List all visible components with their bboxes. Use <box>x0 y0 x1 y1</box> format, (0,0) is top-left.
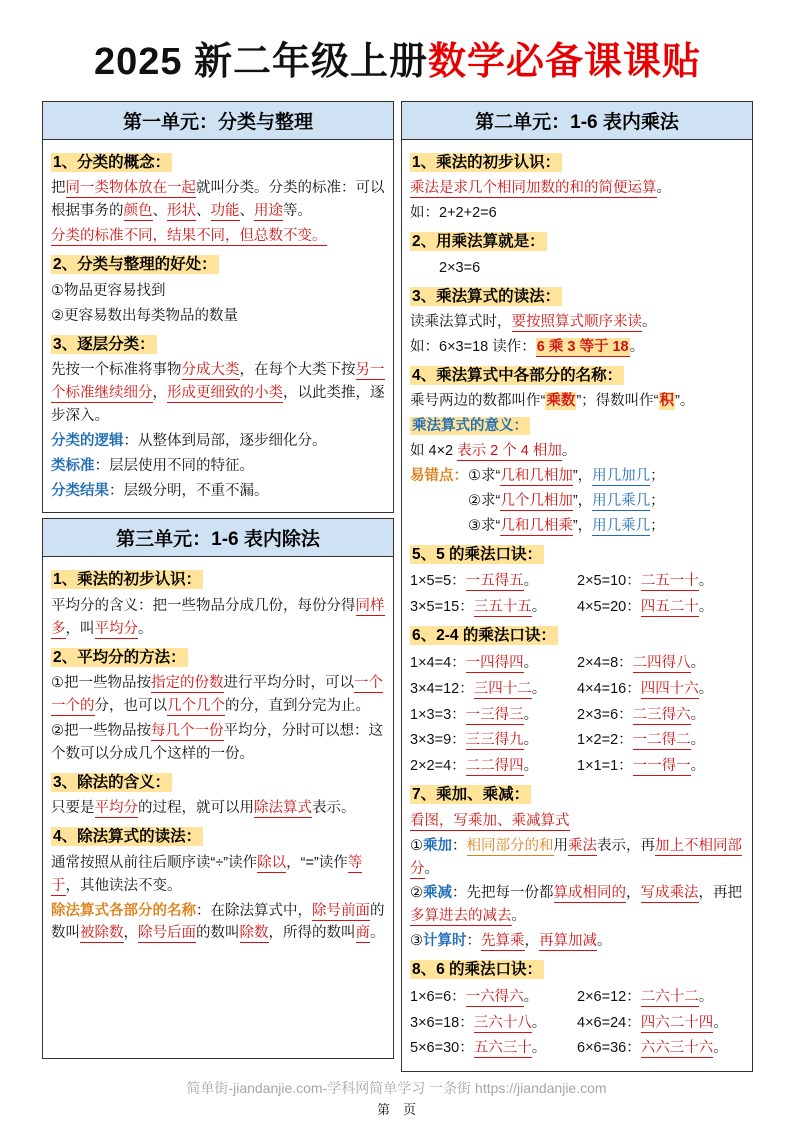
text-segment: 二五一十 <box>640 573 699 590</box>
text-segment: 用几乘几 <box>592 493 651 510</box>
paragraph <box>410 177 744 200</box>
text-segment: 一个一个的 <box>51 675 383 715</box>
paragraph <box>51 480 385 503</box>
section-heading <box>51 646 385 670</box>
text-segment: 分类的逻辑 <box>51 432 124 449</box>
paragraph <box>51 900 385 946</box>
text-segment: ② <box>410 885 423 902</box>
paragraph <box>410 515 744 538</box>
text-segment: ：先把每一份都 <box>452 885 554 902</box>
text-segment: ③ <box>410 933 423 950</box>
text-segment: ”， <box>572 493 593 510</box>
text-segment: 1×5=5： <box>410 573 466 590</box>
formula-row <box>410 652 744 675</box>
text-segment: 乘数 <box>546 393 576 410</box>
paragraph <box>51 852 385 898</box>
section-heading <box>410 151 744 175</box>
text-segment: 。 <box>713 1040 728 1057</box>
heading-text: 2、用乘法算就是： <box>412 233 545 251</box>
text-segment: 易错点： <box>410 468 468 485</box>
section-heading <box>410 364 744 388</box>
text-segment: 先按一个标准将事物 <box>51 361 182 378</box>
heading-text: 7、乘加、乘减： <box>412 786 530 804</box>
text-segment: ， <box>152 384 167 401</box>
heading-text: 3、乘法算式的读法： <box>412 287 561 305</box>
text-segment: 六六三十六 <box>640 1040 714 1057</box>
text-segment: ； <box>650 518 665 534</box>
text-segment: 。 <box>523 732 539 749</box>
text-segment: 平均分的含义：把一些物品分成几份，每份分得 <box>51 597 356 614</box>
unit-body <box>43 557 393 955</box>
text-segment: 6 乘 3 等于 18 <box>536 339 629 356</box>
text-segment: 的分，直到分完为止。 <box>225 698 370 715</box>
text-segment: 。 <box>690 654 706 671</box>
text-segment: 同样多 <box>51 597 385 637</box>
text-segment: 如：2+2+2=6 <box>410 205 497 222</box>
formula-cell <box>577 678 744 701</box>
page-title <box>42 30 753 85</box>
text-segment: 二三得六 <box>632 706 691 723</box>
text-segment: 指定的份数 <box>151 675 224 692</box>
text-segment: 只要是 <box>51 800 95 817</box>
text-segment: 平均分，分时可以想：这个数可以分成几个这样的一份。 <box>51 723 383 762</box>
text-segment: ：层层使用不同的特征。 <box>94 457 254 474</box>
text-segment: 如 4×2 <box>410 443 458 460</box>
text-segment: 2×6=12： <box>577 988 641 1005</box>
paragraph <box>51 280 385 303</box>
section-heading <box>51 568 385 592</box>
formula-row <box>410 678 744 701</box>
formula-cell <box>410 570 577 593</box>
section-heading <box>410 624 744 648</box>
text-segment: 。 <box>523 654 539 671</box>
page-footer <box>0 1078 793 1118</box>
text-segment: 读乘法算式时， <box>410 314 512 331</box>
text-segment: 一五得五 <box>465 573 524 590</box>
text-segment: 2×5=10： <box>577 573 641 590</box>
text-segment: ； <box>650 468 665 485</box>
text-segment: 分，也可以 <box>94 698 167 715</box>
formula-row <box>410 1037 744 1060</box>
text-segment: 一三得三 <box>465 706 524 723</box>
text-segment: 1×2=2： <box>577 732 633 749</box>
formula-cell <box>577 986 744 1009</box>
text-segment: 。 <box>561 443 577 460</box>
paragraph <box>410 440 744 463</box>
text-segment: 除以 <box>257 854 287 871</box>
text-segment: 写成乘法 <box>640 885 699 902</box>
text-segment: 。 <box>698 599 714 616</box>
heading-text: 4、乘法算式中各部分的名称： <box>412 366 623 384</box>
heading-text: 3、逐层分类： <box>53 335 155 353</box>
paragraph <box>51 797 385 820</box>
text-segment: 2×4=8： <box>577 654 633 671</box>
heading-text: 2、平均分的方法： <box>53 648 186 666</box>
text-segment: 的数叫 <box>51 902 385 942</box>
text-segment: 。 <box>698 988 714 1005</box>
paragraph <box>410 257 744 280</box>
text-segment: 。 <box>523 758 539 775</box>
text-segment: 相同部分的和 <box>466 837 554 854</box>
formula-row <box>410 1012 744 1035</box>
formula-cell <box>577 729 744 752</box>
text-segment: ，“=”读作 <box>286 854 348 871</box>
text-segment: 几和几相乘 <box>500 518 573 534</box>
heading-text: 5、5 的乘法口诀： <box>412 545 543 563</box>
text-segment: 的数叫 <box>196 925 240 942</box>
paragraph <box>51 359 385 428</box>
formula-cell <box>410 729 577 752</box>
text-segment: 。 <box>642 314 657 331</box>
text-segment: ，再把 <box>698 885 742 902</box>
text-segment: ②把一些物品按 <box>51 723 151 740</box>
unit-header: 第三单元：1-6 表内除法 <box>43 519 393 557</box>
text-segment: 、 <box>239 203 254 220</box>
formula-cell <box>577 652 744 675</box>
text-segment: 除号前面 <box>312 902 370 919</box>
text-segment: 1×3=3： <box>410 706 466 723</box>
text-segment: 。 <box>531 680 547 697</box>
paragraph <box>410 465 744 488</box>
right-column <box>401 101 753 1059</box>
text-segment: 如：6×3=18 读作： <box>410 339 536 356</box>
heading-text: 1、分类的概念： <box>53 154 171 171</box>
footer-page-number: 第 页 <box>376 1102 416 1117</box>
text-segment: 三四十二 <box>473 680 532 697</box>
text-segment: ”， <box>572 468 593 485</box>
text-segment: ，所得的数叫 <box>268 925 356 942</box>
text-segment: 一六得六 <box>465 988 524 1005</box>
heading-text: 2、分类与整理的好处： <box>53 256 217 274</box>
text-segment: 一二得二 <box>632 732 691 749</box>
unit-body <box>43 140 393 512</box>
paragraph <box>51 177 385 223</box>
text-segment: ，在每个大类下按 <box>239 361 356 378</box>
text-segment: 。 <box>424 860 439 877</box>
text-segment: 。 <box>511 908 526 925</box>
text-segment: 商 <box>355 925 370 942</box>
text-segment: 乘减 <box>423 885 452 902</box>
text-segment: 通常按照从前往后顺序读“÷”读作 <box>51 854 258 871</box>
paragraph <box>410 930 744 953</box>
text-segment: ”， <box>572 518 593 534</box>
unit-box-unit2 <box>401 101 753 1072</box>
unit-body <box>402 140 752 1071</box>
text-segment: 四六二十四 <box>640 1014 714 1031</box>
text-segment: ，以此类推，逐步深入。 <box>51 384 385 424</box>
paragraph <box>51 430 385 453</box>
text-segment: 三五十五 <box>473 599 532 616</box>
formula-cell <box>410 652 577 675</box>
text-segment: 1×6=6： <box>410 988 466 1005</box>
paragraph <box>410 490 744 513</box>
text-segment: ，叫 <box>65 620 95 637</box>
text-segment: 2×3=6 <box>439 259 481 276</box>
page-title-red: 数学必备课课贴 <box>428 41 702 83</box>
text-segment: 几和几相加 <box>500 468 573 485</box>
text-segment: 每几个一份 <box>151 723 224 740</box>
text-segment: ”；得数叫作“ <box>576 393 659 410</box>
text-segment: ① <box>410 837 423 854</box>
formula-cell <box>410 678 577 701</box>
formula-cell <box>577 1012 744 1035</box>
paragraph <box>410 202 744 225</box>
formula-row <box>410 570 744 593</box>
text-segment: 平均分 <box>94 800 138 817</box>
text-segment: 积 <box>659 393 674 410</box>
text-segment: 乘法算式的意义： <box>412 418 528 435</box>
text-segment: 等。 <box>283 203 312 220</box>
text-segment: ，其他读法不变。 <box>65 877 182 894</box>
text-segment: 表示。 <box>312 800 356 817</box>
section-heading <box>410 543 744 567</box>
section-heading <box>51 825 385 849</box>
text-segment: 。 <box>370 925 385 942</box>
text-segment: 。 <box>597 933 612 950</box>
text-segment: 三六十八 <box>473 1014 532 1031</box>
unit-header: 第一单元：分类与整理 <box>43 102 393 140</box>
text-segment: 、 <box>196 203 211 220</box>
text-segment: ③求“ <box>468 518 501 534</box>
text-segment: 颜色 <box>123 203 153 220</box>
heading-text: 1、乘法的初步认识： <box>412 154 561 171</box>
text-segment: 用几乘几 <box>592 518 651 534</box>
text-segment: 就叫分类。分类的标准：可以根据事务的 <box>51 180 385 220</box>
text-segment: 。 <box>713 1014 728 1031</box>
text-segment: 乘法 <box>568 837 597 854</box>
formula-cell <box>410 755 577 778</box>
paragraph <box>410 390 744 413</box>
text-segment: 除数 <box>239 925 269 942</box>
text-segment: 形成更细致的小类 <box>167 384 283 401</box>
text-segment: ”。 <box>675 393 695 410</box>
section-heading <box>410 285 744 309</box>
heading-text: 8、6 的乘法口诀： <box>412 961 543 979</box>
text-segment: 用几加几 <box>592 468 651 485</box>
text-segment: ：层级分明，不重不漏。 <box>109 482 269 499</box>
text-segment: 五六三十 <box>473 1040 532 1057</box>
text-segment: 乘号两边的数都叫作“ <box>410 393 546 410</box>
text-segment: 先算乘 <box>481 933 525 950</box>
text-segment: 2×2=4： <box>410 758 466 775</box>
formula-row <box>410 596 744 619</box>
text-segment: 把 <box>51 180 66 197</box>
formula-row <box>410 729 744 752</box>
text-segment: 、 <box>152 203 167 220</box>
formula-row <box>410 755 744 778</box>
formula-cell <box>410 986 577 1009</box>
text-segment: 计算时 <box>423 933 467 950</box>
text-segment: 3×3=9： <box>410 732 466 749</box>
page-title-black: 2025 新二年级上册 <box>93 41 429 83</box>
text-segment: ， <box>524 933 539 950</box>
text-segment: 6×6=36： <box>577 1040 641 1057</box>
text-segment: 4×6=24： <box>577 1014 641 1031</box>
heading-text: 1、乘法的初步认识： <box>53 571 202 589</box>
text-segment: ②更容易数出每类物品的数量 <box>51 307 238 324</box>
text-segment: 。 <box>629 339 645 356</box>
text-segment: 几个几相加 <box>500 493 573 510</box>
paragraph <box>51 225 385 248</box>
text-segment: 多算进去的减去 <box>410 908 512 925</box>
text-segment: 功能 <box>210 203 240 220</box>
text-segment: 。 <box>531 1040 547 1057</box>
text-segment: ①把一些物品按 <box>51 675 151 692</box>
text-segment: 用途 <box>254 203 283 220</box>
footer-site-text: 简单街-jiandanjie.com-学科网简单学习 一条街 https://jiandanjie.com <box>186 1080 607 1096</box>
text-segment: ； <box>650 493 665 510</box>
unit-box-unit1 <box>42 101 394 513</box>
text-segment: ：从整体到局部，逐步细化分。 <box>123 432 327 449</box>
paragraph <box>410 882 744 928</box>
text-segment: ： <box>466 933 481 950</box>
heading-text: 3、除法的含义： <box>53 773 171 791</box>
left-column <box>42 101 394 1059</box>
text-segment: 三三得九 <box>465 732 524 749</box>
section-heading <box>410 230 744 254</box>
text-segment: 4×4=16： <box>577 680 641 697</box>
text-segment: ： <box>452 837 467 854</box>
text-segment: 同一类物体放在一起 <box>65 180 196 197</box>
formula-cell <box>410 704 577 727</box>
paragraph <box>410 835 744 881</box>
text-segment: 分成大类 <box>181 361 240 378</box>
text-segment: 四五二十 <box>640 599 699 616</box>
text-segment: 除号后面 <box>138 925 196 942</box>
text-segment: ：在除法算式中， <box>196 902 312 919</box>
text-segment: 2×3=6： <box>577 706 633 723</box>
text-segment: 。 <box>698 573 714 590</box>
text-segment: 二六十二 <box>640 988 699 1005</box>
formula-row <box>410 704 744 727</box>
text-segment: 再算加减 <box>539 933 597 950</box>
text-segment: 。 <box>138 620 153 637</box>
section-heading <box>51 771 385 795</box>
text-segment: 二四得八 <box>632 654 691 671</box>
formula-cell <box>577 596 744 619</box>
paragraph <box>51 720 385 766</box>
text-segment: 3×6=18： <box>410 1014 474 1031</box>
text-segment: ， <box>123 925 138 942</box>
text-segment: 一四得四 <box>465 654 524 671</box>
unit-box-unit3 <box>42 518 394 1059</box>
text-segment: 分类的标准不同，结果不同，但总数不变。 <box>51 228 327 245</box>
text-segment: 1×1=1： <box>577 758 633 775</box>
section-heading <box>51 151 385 175</box>
text-segment: 。 <box>690 758 706 775</box>
text-segment: 算成相同的 <box>553 885 626 902</box>
formula-cell <box>577 704 744 727</box>
text-segment: 4×5=20： <box>577 599 641 616</box>
formula-cell <box>577 570 744 593</box>
paragraph <box>51 595 385 641</box>
content-columns <box>42 101 753 1059</box>
section-heading <box>51 253 385 277</box>
text-segment: 几个几个 <box>167 698 225 715</box>
text-segment: 加上不相同部分 <box>410 837 742 877</box>
text-segment: ②求“ <box>468 493 501 510</box>
paragraph <box>410 336 744 359</box>
text-segment: 。 <box>690 732 706 749</box>
text-segment: 等于 <box>51 854 363 894</box>
unit-header: 第二单元：1-6 表内乘法 <box>402 102 752 140</box>
text-segment: 除法算式各部分的名称 <box>51 902 196 919</box>
text-segment: 表示 2 个 4 相加 <box>457 443 562 460</box>
section-heading <box>51 333 385 357</box>
text-segment: 二二得四 <box>465 758 524 775</box>
text-segment: 。 <box>698 680 714 697</box>
text-segment: 的过程，就可以用 <box>138 800 254 817</box>
text-segment: 形状 <box>167 203 196 220</box>
text-segment: 1×4=4： <box>410 654 466 671</box>
text-segment: 一一得一 <box>632 758 691 775</box>
text-segment: 。 <box>690 706 706 723</box>
text-segment: ①求“ <box>468 468 501 485</box>
text-segment: 被除数 <box>80 925 124 942</box>
paragraph <box>410 415 744 438</box>
text-segment: 3×4=12： <box>410 680 474 697</box>
text-segment: 。 <box>656 180 671 197</box>
text-segment: 乘法是求几个相同加数的和的简便运算 <box>410 180 657 197</box>
text-segment: 看图，写乘加、乘减算式 <box>410 812 570 829</box>
text-segment: 进行平均分时，可以 <box>223 675 354 692</box>
text-segment: 。 <box>531 1014 547 1031</box>
formula-cell <box>577 1037 744 1060</box>
text-segment: 。 <box>523 706 539 723</box>
paragraph <box>51 455 385 478</box>
text-segment: 。 <box>523 988 539 1005</box>
text-segment: 。 <box>523 573 539 590</box>
text-segment: 5×6=30： <box>410 1040 474 1057</box>
text-segment: 3×5=15： <box>410 599 474 616</box>
heading-text: 4、除法算式的读法： <box>53 828 202 846</box>
section-heading <box>410 783 744 807</box>
text-segment: 。 <box>531 599 547 616</box>
formula-row <box>410 986 744 1009</box>
formula-cell <box>577 755 744 778</box>
text-segment: 另一个标准继续细分 <box>51 361 385 401</box>
formula-cell <box>410 1012 577 1035</box>
text-segment: 用 <box>553 837 568 854</box>
formula-cell <box>410 596 577 619</box>
section-heading <box>410 958 744 982</box>
text-segment: 分类结果 <box>51 482 109 499</box>
text-segment: ， <box>626 885 641 902</box>
heading-text: 6、2-4 的乘法口诀： <box>412 627 556 645</box>
text-segment: 平均分 <box>94 620 138 637</box>
text-segment: 除法算式 <box>254 800 312 817</box>
paragraph <box>410 810 744 833</box>
paragraph <box>51 672 385 718</box>
text-segment: 乘加 <box>423 837 452 854</box>
text-segment: 类标准 <box>51 457 95 474</box>
paragraph <box>410 311 744 334</box>
text-segment: 要按照算式顺序来读 <box>511 314 642 331</box>
text-segment: ①物品更容易找到 <box>51 282 166 299</box>
text-segment: 四四十六 <box>640 680 699 697</box>
text-segment: 表示，再 <box>597 837 655 854</box>
formula-cell <box>410 1037 577 1060</box>
paragraph <box>51 305 385 328</box>
